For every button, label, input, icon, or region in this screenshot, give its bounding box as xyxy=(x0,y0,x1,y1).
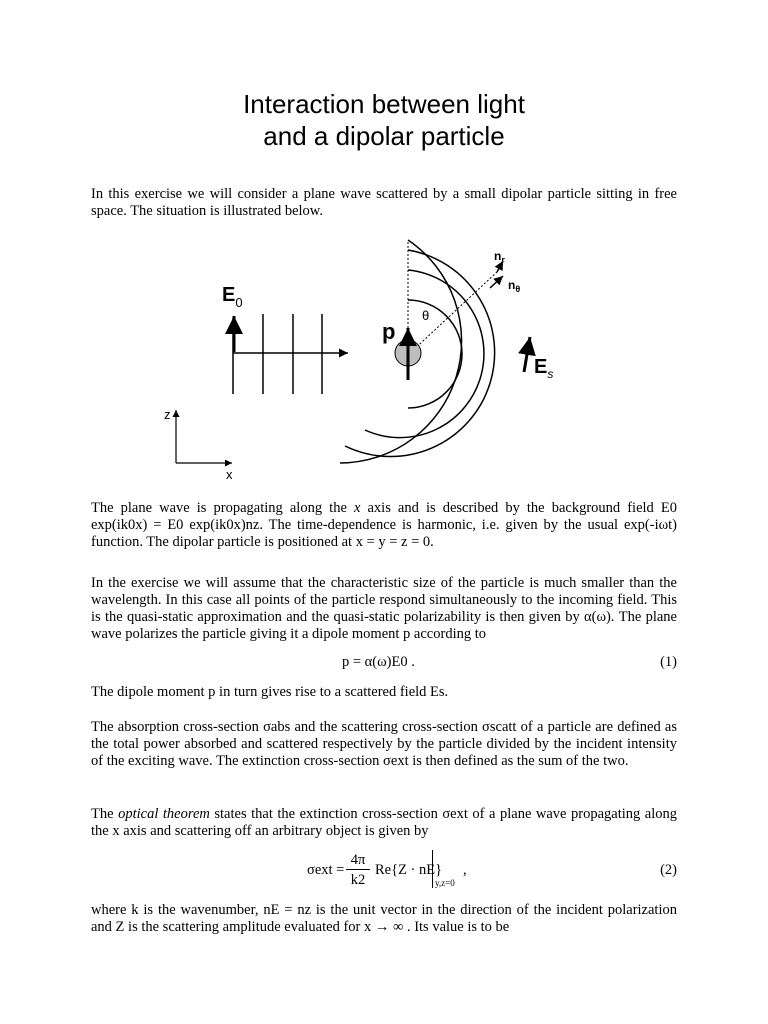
es-arrow xyxy=(524,337,530,372)
ntheta-arrow xyxy=(490,276,503,288)
equation-2-lhs: σext = xyxy=(307,862,345,878)
axis-z-label: z xyxy=(164,407,171,422)
equation-2-number: (2) xyxy=(660,862,677,878)
page-title xyxy=(0,88,768,152)
label-e0: $E_0$ xyxy=(222,284,243,310)
equation-2-trail: , xyxy=(463,862,467,878)
label-ntheta: $n_\theta$ xyxy=(508,278,521,294)
paragraph-wavenumber: where k is the wavenumber, nE = nz is the unit vector in the direction of the incident polarization and Z is the scattering amplitude evaluated for x → ∞ . Its value is to be xyxy=(91,902,677,935)
paragraph-dipole: The dipole moment p in turn gives rise to a scattered field Es. xyxy=(91,684,449,700)
paragraph-plane-wave: The plane wave is propagating along the x axis and is described by the background field E0 exp(ik0x) = E0 exp(ik0x)nz. The time-dependence is harmonic, i.e. given by the usual exp(-iωt) function. The dipolar particle is positioned at x = y = z = 0. xyxy=(91,500,677,550)
label-es: $E_s$ xyxy=(534,356,554,381)
label-nr: $n_r$ xyxy=(494,249,505,265)
label-theta: θ xyxy=(422,308,430,323)
equation-1-number: (1) xyxy=(660,654,677,670)
equation-2 xyxy=(91,852,677,892)
paragraph-optical-theorem: The optical theorem states that the extinction cross-section σext of a plane wave propagating along the x axis and scattering off an arbitrary object is given by xyxy=(91,806,678,839)
label-p: p xyxy=(382,319,396,344)
equation-2-condition: y,z=0 xyxy=(435,878,455,888)
scattering-figure xyxy=(0,236,768,496)
equation-1 xyxy=(91,654,677,674)
title-line-1: Interaction between light xyxy=(243,89,525,119)
paragraph-cross-sections: The absorption cross-section σabs and the scattering cross-section σscatt of a particle are defined as the total power absorbed and scattered respectively by the particle divided by the incident intensity of the exciting wave. The extinction cross-section σext is then defined as the sum of the two. xyxy=(91,719,677,769)
equation-2-rhs: Re{Z · nE} xyxy=(375,862,443,878)
title-line-2: and a dipolar particle xyxy=(263,121,505,151)
equation-1-body: p = α(ω)E0 . xyxy=(342,654,415,670)
intro-paragraph: In this exercise we will consider a plane wave scattered by a small dipolar particle sitting in free space. The situation is illustrated below. xyxy=(91,186,677,219)
paragraph-quasi-static: In the exercise we will assume that the characteristic size of the particle is much smaller than the wavelength. In this case all points of the particle respond simultaneously to the incoming field. This is the quasi-static approximation and the quasi-static polarizability is then given by α(ω). The plane wave polarizes the particle giving it a dipole moment p according to xyxy=(91,575,677,642)
axis-x-label: x xyxy=(226,467,233,482)
plane-wave-fronts xyxy=(233,314,322,394)
equation-2-numerator: 4π xyxy=(346,852,370,870)
equation-2-denominator: k2 xyxy=(350,872,366,888)
equation-2-eval-bar xyxy=(432,850,433,888)
